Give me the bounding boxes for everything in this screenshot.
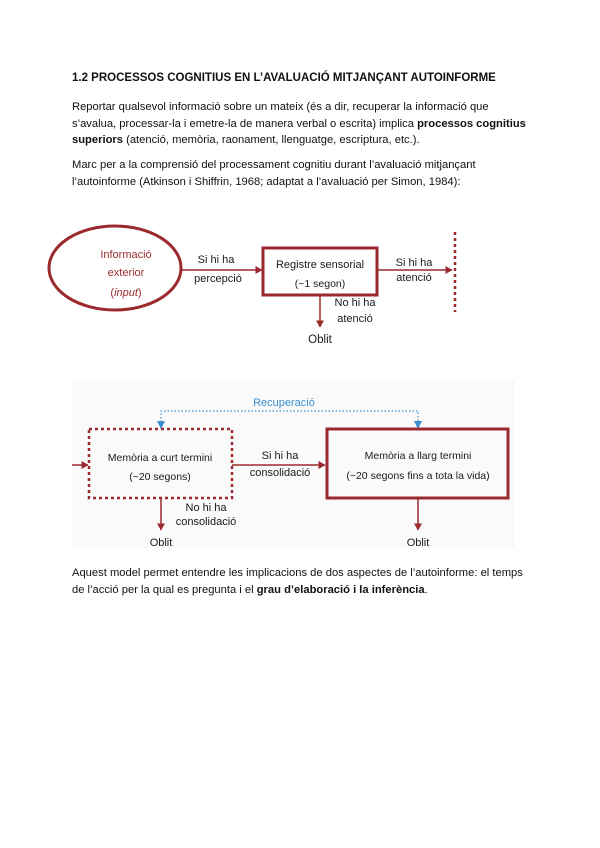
external-info-label-1: Informació (100, 249, 152, 261)
intro-text: Reportar qualsevol informació sobre un mateix (és a dir, recuperar la informació que s’avalua, processar-la i emetre-la de manera verbal o escrita) implica (72, 101, 489, 130)
top-diagram (49, 226, 455, 346)
conclusion-text: Aquest model permet entendre les implicacions de dos aspectes de l’autoinforme: el temps de l’acció per la qual es pregunta i el (72, 567, 523, 596)
no-consolidation-label-1: No hi ha (185, 502, 227, 514)
sensory-register-title: Registre sensorial (275, 259, 365, 271)
section-heading: 1.2 PROCESSOS COGNITIUS EN L’AVALUACIÓ MITJANÇANT AUTOINFORME (72, 72, 496, 84)
consolidation-label-2: consolidació (249, 467, 311, 479)
forget-label-left: Oblit (149, 537, 173, 549)
framework-paragraph: Marc per a la comprensió del processament cognitiu durant l’avaluació mitjançant l’autoinforme (Atkinson i Shiffrin, 1968; adaptat a l’avaluació per Simon, 1984): (72, 159, 476, 188)
attention-label-2: atenció (396, 272, 432, 284)
short-term-memory-title: Memòria a curt termini (107, 452, 213, 464)
sensory-register-duration: (~1 segon) (294, 278, 346, 290)
long-term-memory-title: Memòria a llarg termini (364, 450, 472, 462)
conclusion-text-end: . (424, 583, 428, 596)
short-term-memory-duration: (~20 segons) (129, 471, 191, 483)
bottom-diagram (72, 380, 515, 549)
conclusion-paragraph (72, 565, 532, 598)
no-attention-label-2: atenció (337, 313, 373, 325)
no-attention-label-1: No hi ha (334, 297, 376, 309)
conclusion-bold: grau d’elaboració i la inferència (256, 583, 425, 596)
intro-bold: processos cognitius superiors (72, 117, 526, 146)
attention-label-1: Si hi ha (395, 257, 433, 269)
external-info-label-3: (input) (110, 287, 142, 299)
perception-label-2: percepció (194, 273, 242, 285)
retrieval-label: Recuperació (253, 397, 315, 409)
perception-label-1: Si hi ha (197, 254, 235, 266)
forget-label-top: Oblit (308, 334, 332, 346)
intro-text-end: (atenció, memòria, raonament, llenguatge, escriptura, etc.). (122, 134, 420, 146)
forget-label-right: Oblit (406, 537, 430, 549)
long-term-memory-duration: (~20 segons fins a tota la vida) (346, 470, 490, 482)
external-info-label-2: exterior (107, 267, 145, 279)
no-consolidation-label-2: consolidació (175, 516, 237, 528)
consolidation-label-1: Si hi ha (261, 450, 299, 462)
